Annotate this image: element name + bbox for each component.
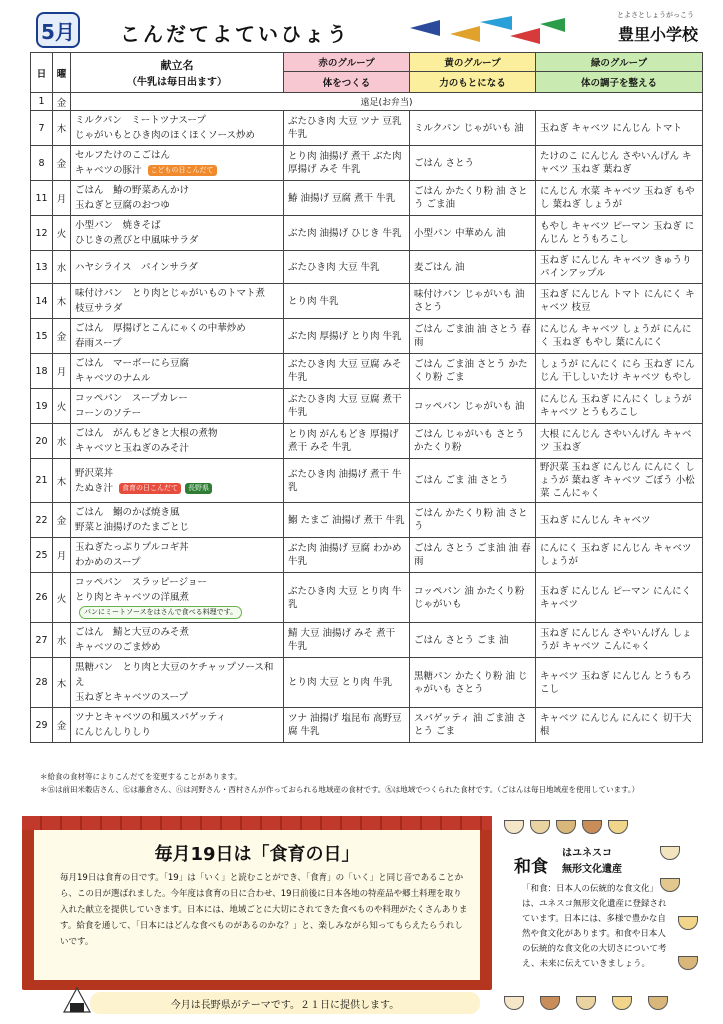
dish-line-1: 味付けパン とり肉とじゃがいものトマト煮 (75, 288, 266, 299)
shokuiku-title: 毎月19日は「食育の日」 (154, 844, 360, 865)
day-cell: 19 (31, 389, 53, 424)
dish-line-2 (75, 590, 279, 620)
dish-line-1: ごはん マーボーにら豆腐 (75, 358, 190, 369)
bowl-icon (540, 996, 560, 1010)
dow-cell: 木 (53, 658, 71, 708)
yellow-group-cell: ごはん ごま 油 さとう (410, 459, 536, 503)
red-group-cell: ぶた肉 油揚げ ひじき 牛乳 (284, 216, 410, 251)
red-group-cell: とり肉 がんもどき 厚揚げ 煮干 みそ 牛乳 (284, 424, 410, 459)
red-group-cell: ぶたひき肉 大豆 ツナ 豆乳 牛乳 (284, 111, 410, 146)
school-name: 豊里小学校 (617, 25, 698, 44)
yellow-group-cell: 麦ごはん 油 (410, 251, 536, 284)
dish-cell (71, 284, 284, 319)
shokuiku-panel (22, 816, 492, 990)
dow-cell: 金 (53, 503, 71, 538)
dow-cell: 月 (53, 181, 71, 216)
yellow-group-cell: ごはん ごま油 さとう かたくり粉 ごま (410, 354, 536, 389)
bowl-icon (678, 956, 698, 970)
dish-cell (71, 354, 284, 389)
day-cell: 29 (31, 708, 53, 743)
green-group-cell: にんじん キャベツ しょうが にんにく 玉ねぎ もやし 葉にんにく (536, 319, 703, 354)
red-group-cell: ぶたひき肉 油揚げ 煮干 牛乳 (284, 459, 410, 503)
table-row (31, 658, 703, 708)
day-cell: 21 (31, 459, 53, 503)
dish-cell (71, 708, 284, 743)
dish-line-2: 春雨スープ (75, 338, 122, 349)
table-row (31, 459, 703, 503)
table-row (31, 623, 703, 658)
dish-line-2: にんじんしりしり (75, 727, 152, 738)
dish-line-2-text: キャベツの豚汁 (75, 165, 142, 176)
table-row (31, 319, 703, 354)
dow-cell: 水 (53, 623, 71, 658)
excursion-note: 遠足(お弁当) (71, 93, 703, 111)
footnote: ＊給食の食材等によりこんだてを変更することがあります。 (40, 772, 242, 781)
dish-line-1: 小型パン 焼きそば (75, 220, 161, 231)
dow-cell: 木 (53, 111, 71, 146)
table-row (31, 111, 703, 146)
table-row (31, 146, 703, 181)
dish-line-1: 野沢菜丼 (75, 467, 114, 479)
curtain-decoration (22, 816, 492, 830)
dish-line-2: キャベツのごま炒め (75, 642, 161, 653)
yellow-group-cell: 味付けパン じゃがいも 油 さとう (410, 284, 536, 319)
dish-line-1: ごはん 鰯のかば焼き風 (75, 507, 180, 518)
dow-cell: 水 (53, 424, 71, 459)
dish-line-2-text: たぬき汁 (75, 482, 114, 494)
day-cell: 28 (31, 658, 53, 708)
dow-cell: 木 (53, 284, 71, 319)
red-group-cell: とり肉 大豆 とり肉 牛乳 (284, 658, 410, 708)
table-row (31, 573, 703, 623)
green-group-cell: 玉ねぎ にんじん キャベツ (536, 503, 703, 538)
header-red-sub: 体をつくる (284, 72, 410, 93)
dish-line-1: ミルクパン ミートツナスープ (75, 115, 206, 126)
dish-cell (71, 658, 284, 708)
shokuiku-text: 毎月19日は食育の日です。「19」は「いく」と読むことができ、「食育」の「いく」と同じ音であることから、この日が選ばれました。今年度は食育の日に合わせ、19日前後に日本各地の特産品や郷土料理を取り入れた献立を提供していきます。日本には、地域ごとに大切にされてきた食べものや料理がたくさんあります。給食を通して、「日本にはどんな食べものがあるのかな？」と、楽しみながら知ってもらえたらうれしいです。 (60, 873, 468, 947)
day-cell: 15 (31, 319, 53, 354)
table-row (31, 708, 703, 743)
header-green-sub: 体の調子を整える (536, 72, 703, 93)
dish-line-2: ひじきの煮びと中風味サラダ (75, 235, 199, 246)
dish-cell (71, 623, 284, 658)
day-cell: 11 (31, 181, 53, 216)
dish-line-1: ごはん 厚揚げとこんにゃくの中華炒め (75, 323, 246, 334)
yellow-group-cell: コッペパン 油 かたくり粉 じゃがいも (410, 573, 536, 623)
bowl-icon (530, 820, 550, 834)
yellow-group-cell: ごはん じゃがいも さとう かたくり粉 (410, 424, 536, 459)
day-cell: 22 (31, 503, 53, 538)
red-group-cell: ぶたひき肉 大豆 牛乳 (284, 251, 410, 284)
dow-cell: 水 (53, 251, 71, 284)
koinobori-icon (400, 14, 570, 50)
washoku-text: 「和食：日本人の伝統的な食文化」は、ユネスコ無形文化遺産に登録されています。日本には、多様で豊かな自然や食文化があります。和食や日本人の伝統的な食文化の大切さについて考え、未来に伝えていきましょう。 (522, 884, 667, 969)
green-group-cell: 玉ねぎ キャベツ にんじん トマト (536, 111, 703, 146)
dow-cell: 火 (53, 216, 71, 251)
dow-cell: 金 (53, 93, 71, 111)
day-cell: 7 (31, 111, 53, 146)
dish-header-label: 献立名 (160, 59, 194, 72)
dish-line-1: ごはん 鰆の野菜あんかけ (75, 185, 190, 196)
dish-line-2: キャベツと玉ねぎのみそ汁 (75, 443, 190, 454)
shokuiku-title-wrap (142, 840, 372, 866)
bowl-icon (576, 996, 596, 1010)
table-row (31, 93, 703, 111)
day-cell: 25 (31, 538, 53, 573)
dow-cell: 火 (53, 389, 71, 424)
yellow-group-cell: 小型パン 中華めん 油 (410, 216, 536, 251)
bowl-icon (612, 996, 632, 1010)
washoku-sub2: 無形文化遺産 (562, 864, 622, 875)
day-cell: 13 (31, 251, 53, 284)
table-row (31, 503, 703, 538)
onigiri-icon (62, 986, 92, 1014)
table-row (31, 538, 703, 573)
dish-header-note: （牛乳は毎日出ます） (127, 77, 227, 88)
dow-cell: 金 (53, 146, 71, 181)
dish-cell (71, 181, 284, 216)
yellow-group-cell: ごはん さとう ごま油 油 春雨 (410, 538, 536, 573)
header-green-group: 緑のグループ (536, 53, 703, 72)
bowl-icon (582, 820, 602, 834)
green-group-cell: キャベツ にんじん にんにく 切干大根 (536, 708, 703, 743)
day-cell: 12 (31, 216, 53, 251)
table-row (31, 389, 703, 424)
header-red-group: 赤のグループ (284, 53, 410, 72)
dish-line-2: 玉ねぎとキャベツのスープ (75, 692, 189, 703)
header-day: 日 (31, 53, 53, 93)
dish-cell (71, 503, 284, 538)
day-cell: 1 (31, 93, 53, 111)
red-group-cell: ぶた肉 油揚げ 豆腐 わかめ 牛乳 (284, 538, 410, 573)
menu-tag: こどもの日こんだて (148, 165, 217, 176)
dow-cell: 金 (53, 708, 71, 743)
dow-cell: 月 (53, 354, 71, 389)
yellow-group-cell: ごはん ごま油 油 さとう 春雨 (410, 319, 536, 354)
dish-cell (71, 216, 284, 251)
dish-cell (71, 111, 284, 146)
dow-cell: 火 (53, 573, 71, 623)
dow-cell: 月 (53, 538, 71, 573)
dish-line-1: ごはん 鯖と大豆のみそ煮 (75, 627, 190, 638)
table-row (31, 424, 703, 459)
green-group-cell: にんじん 水菜 キャベツ 玉ねぎ もやし 葉ねぎ しょうが (536, 181, 703, 216)
dish-cell (71, 319, 284, 354)
dow-cell: 金 (53, 319, 71, 354)
prefecture-badge: 長野県 (185, 483, 212, 494)
washoku-sub1: はユネスコ (562, 848, 612, 859)
header-yellow-group: 黄のグループ (410, 53, 536, 72)
menu-tag: 食育の日こんだて (119, 483, 181, 494)
school-ruby: とよさとしょうがっこう (617, 11, 694, 19)
yellow-group-cell: ごはん かたくり粉 油 さとう (410, 503, 536, 538)
dish-line-2: 玉ねぎと豆腐のおつゆ (75, 200, 170, 211)
green-group-cell: キャベツ 玉ねぎ にんじん とうもろこし (536, 658, 703, 708)
month-badge: 5月 (36, 12, 80, 48)
yellow-group-cell: ミルクパン じゃがいも 油 (410, 111, 536, 146)
yellow-group-cell: 黒糖パン かたくり粉 油 じゃがいも さとう (410, 658, 536, 708)
table-row (31, 251, 703, 284)
dish-line-1: コッペパン スープカレー (75, 393, 188, 404)
green-group-cell: 玉ねぎ にんじん キャベツ きゅうり パインアップル (536, 251, 703, 284)
dish-line-1: セルフたけのこごはん (75, 150, 171, 161)
day-cell: 27 (31, 623, 53, 658)
dish-cell (71, 538, 284, 573)
washoku-title: 和食 (514, 857, 548, 877)
dish-line-1: 黒糖パン とり肉と大豆のケチャップソース和え (75, 662, 274, 688)
green-group-cell: もやし キャベツ ピーマン 玉ねぎ にんじん とうもろこし (536, 216, 703, 251)
red-group-cell: ぶた肉 厚揚げ とり肉 牛乳 (284, 319, 410, 354)
day-cell: 8 (31, 146, 53, 181)
dish-note-bubble: パンにミートソースをはさんで食べる料理です。 (79, 606, 242, 619)
table-row (31, 181, 703, 216)
day-cell: 26 (31, 573, 53, 623)
yellow-group-cell: ごはん かたくり粉 油 さとう ごま油 (410, 181, 536, 216)
dish-line-2: 枝豆サラダ (75, 303, 123, 314)
day-cell: 18 (31, 354, 53, 389)
bowl-icon (504, 996, 524, 1010)
dish-line-2: キャベツのナムル (75, 373, 151, 384)
dish-line-1: 玉ねぎたっぷりプルコギ丼 (75, 542, 189, 553)
bowl-icon (660, 846, 680, 860)
red-group-cell: ぶたひき肉 大豆 豆腐 煮干 牛乳 (284, 389, 410, 424)
header (30, 8, 702, 52)
dish-line-1: ごはん がんもどきと大根の煮物 (75, 428, 218, 439)
red-group-cell: ぶたひき肉 大豆 豆腐 みそ 牛乳 (284, 354, 410, 389)
red-group-cell: とり肉 牛乳 (284, 284, 410, 319)
green-group-cell: 野沢菜 玉ねぎ にんじん にんにく しょうが 葉ねぎ キャベツ ごぼう 小松菜 こんにゃく (536, 459, 703, 503)
green-group-cell: にんにく 玉ねぎ にんじん キャベツ しょうが (536, 538, 703, 573)
red-group-cell: 鯖 大豆 油揚げ みそ 煮干 牛乳 (284, 623, 410, 658)
bowl-icon (504, 820, 524, 834)
bowl-icon (556, 820, 576, 834)
day-cell: 20 (31, 424, 53, 459)
red-group-cell: ぶたひき肉 大豆 とり肉 牛乳 (284, 573, 410, 623)
green-group-cell: 玉ねぎ にんじん ピーマン にんにく キャベツ (536, 573, 703, 623)
green-group-cell: 大根 にんじん さやいんげん キャベツ 玉ねぎ (536, 424, 703, 459)
green-group-cell: 玉ねぎ にんじん さやいんげん しょうが キャベツ こんにゃく (536, 623, 703, 658)
dish-cell (71, 573, 284, 623)
green-group-cell: 玉ねぎ にんじん トマト にんにく キャベツ 枝豆 (536, 284, 703, 319)
dow-cell: 木 (53, 459, 71, 503)
table-row (31, 216, 703, 251)
yellow-group-cell: ごはん さとう ごま 油 (410, 623, 536, 658)
table-row (31, 284, 703, 319)
bowl-icon (648, 996, 668, 1010)
footnotes (40, 770, 700, 796)
yellow-group-cell: スパゲッティ 油 ごま油 さとう ごま (410, 708, 536, 743)
yellow-group-cell: コッペパン じゃがいも 油 (410, 389, 536, 424)
red-group-cell: とり肉 油揚げ 煮干 ぶた肉 厚揚げ みそ 牛乳 (284, 146, 410, 181)
menu-table (30, 52, 703, 743)
dish-line-2 (75, 163, 279, 178)
washoku-panel (500, 816, 705, 1016)
green-group-cell: にんじん 玉ねぎ にんにく しょうが キャベツ とうもろこし (536, 389, 703, 424)
green-group-cell: しょうが にんにく にら 玉ねぎ にんじん 干ししいたけ キャベツ もやし (536, 354, 703, 389)
page-title: こんだてよていひょう (120, 22, 350, 46)
red-group-cell: ツナ 油揚げ 塩昆布 高野豆腐 牛乳 (284, 708, 410, 743)
dish-cell (71, 389, 284, 424)
header-dow: 曜 (53, 53, 71, 93)
dish-line-2-text: とり肉とキャベツの洋風煮 (75, 592, 190, 603)
dish-line-2: 野菜と油揚げのたまごとじ (75, 522, 190, 533)
dish-cell (71, 459, 284, 503)
dish-cell (71, 146, 284, 181)
theme-note: 今月は長野県がテーマです。２１日に提供します。 (90, 992, 480, 1014)
red-group-cell: 鰯 たまご 油揚げ 煮干 牛乳 (284, 503, 410, 538)
dish-line-2: コーンのソテー (75, 408, 142, 419)
header-dish (71, 53, 284, 93)
footnote: ＊㊄は前田米穀店さん、㊆は藤倉さん、㊇は河野さん・西村さんが作っておられる地域産の食材です。㊈は地域でつくられた食材です。（ごはんは毎日地域産を使用しています。） (40, 785, 640, 794)
day-cell: 14 (31, 284, 53, 319)
dish-cell (71, 251, 284, 284)
dish-line-1: コッペパン スラッピージョー (75, 577, 207, 588)
dish-line-2: わかめのスープ (75, 557, 141, 568)
dish-line-1: ツナとキャベツの和風スパゲッティ (75, 712, 226, 723)
bowl-icon (678, 916, 698, 930)
red-group-cell: 鰆 油揚げ 豆腐 煮干 牛乳 (284, 181, 410, 216)
table-row (31, 354, 703, 389)
header-yellow-sub: 力のもとになる (410, 72, 536, 93)
green-group-cell: たけのこ にんじん さやいんげん キャベツ 玉ねぎ 葉ねぎ (536, 146, 703, 181)
dish-line-2 (75, 481, 279, 496)
dish-line-2: じゃがいもとひき肉のほくほくソース炒め (75, 130, 256, 141)
dish-cell (71, 424, 284, 459)
dish-line-1: ハヤシライス パインサラダ (75, 261, 198, 273)
bowl-icon (608, 820, 628, 834)
yellow-group-cell: ごはん さとう (410, 146, 536, 181)
